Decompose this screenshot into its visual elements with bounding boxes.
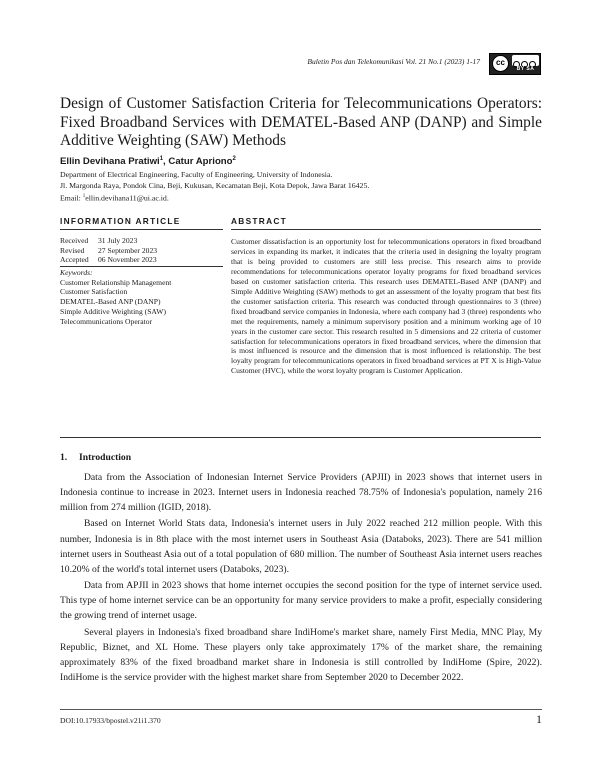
body-paragraph: Based on Internet World Stats data, Indonesia's internet users in July 2022 reached 212 million people. With this number, Indonesia is in 8th place with the most internet users in Southeast Asia (Databoks, 2023). There are 541 million internet users in Southeast Asia out of a total population of 680 million. The number of Southeast Asia internet users reaches 10.20% of the world's total internet users (Databoks, 2023).: [60, 518, 542, 575]
keyword-item: Customer Satisfaction: [60, 287, 128, 297]
abstract-text: Customer dissatisfaction is an opportunity lost for telecommunications operators in fixed broadband services in expanding its market, it indicates that the criteria used in designing the loyalty program that is being provided to customers are still less precise. This research aims to provide recommendations for telecommunications operator loyalty programs for fixed broadband services based on customer satisfaction criteria. This research uses DEMATEL-Based ANP (DANP) and Simple Additive Weighting (SAW) methods to get an assessment of the loyalty program that best fits the customer satisfaction criteria. This research was conducted through questionnaires to 3 (three) fixed broadband service companies in Indonesia, where each company had 3 (three) respondents who met the requirements, namely a minimum supervisory position and a minimum working age of 10 years in the customer care sector. This research resulted in 5 dimensions and 22 criteria of customer satisfaction for telecommunications operators in fixed broadband services, where the dimension that is most influenced is resource and the dimension that is most influenced is relationship. The best loyalty program for telecommunications operators in fixed broadband services at PT X is High-Value Customer (HVC), while the worst loyalty program is Customer Application.: [231, 237, 541, 376]
affiliation-department: Department of Electrical Engineering, Faculty of Engineering, University of Indonesia.: [60, 170, 333, 179]
info-heading-rule: [60, 229, 223, 230]
keyword-item: DEMATEL-Based ANP (DANP): [60, 297, 161, 307]
keyword-item: Customer Relationship Management: [60, 277, 172, 287]
introduction-body: [60, 470, 542, 686]
abstract-heading-rule: [231, 229, 541, 230]
received-date: Received 31 July 2023: [60, 236, 138, 245]
affiliation-block: [60, 170, 540, 204]
author-mark: 2: [232, 156, 236, 162]
accepted-date: Accepted 06 November 2023: [60, 255, 157, 265]
cc-license-badge: [489, 53, 541, 75]
author-list: [60, 156, 236, 167]
author-name: Catur Apriono: [168, 156, 233, 168]
footer-rule: [60, 709, 542, 710]
article-dates: [60, 236, 223, 265]
keywords-label: Keywords:: [60, 268, 93, 277]
page-number: 1: [536, 712, 542, 726]
affiliation-address: Jl. Margonda Raya, Pondok Cina, Beji, Kukusan, Kecamatan Beji, Kota Depok, Jawa Barat 16425.: [60, 180, 370, 190]
revised-date: Revised 27 September 2023: [60, 245, 158, 255]
body-paragraph: Data from the Association of Indonesian Internet Service Providers (APJII) in 2023 shows that internet users in Indonesia continue to increase in 2023. Internet users in Indonesia reached 78.75% of Indonesia's population, namely 216 million from 274 million (IGID, 2018).: [60, 472, 542, 514]
keyword-item: Simple Additive Weighting (SAW): [60, 306, 166, 316]
author-mark: 1: [159, 156, 164, 162]
cc-license-label: BY SA: [516, 66, 535, 72]
paper-title: Design of Customer Satisfaction Criteria for Telecommunications Operators: Fixed Broadband Services with DEMATEL-Based ANP (DANP) and Simple Additive Weighting (SAW) Methods: [60, 95, 542, 150]
body-paragraph: Data from APJII in 2023 shows that home internet occupies the second position for the type of internet service used. This type of home internet service can be an opportunity for many service providers to make a profit, especially considering the growing trend of internet usage.: [60, 580, 542, 622]
body-paragraph: Several players in Indonesia's fixed broadband share IndiHome's market share, namely First Media, MNC Play, My Republic, Biznet, and XL Home. These players only take approximately 17% of the market share, the remaining approximately 83% of the fixed broadband market share in Indonesia is still controlled by IndiHome (Spire, 2022). IndiHome is the service provider with the highest market share from September 2020 to December 2022.: [60, 626, 542, 683]
author-name: Ellin Devihana Pratiwi: [60, 156, 160, 168]
journal-citation: Buletin Pos dan Telekomunikasi Vol. 21 No.1 (2023) 1-17: [307, 57, 480, 66]
abstract-bottom-rule: [60, 437, 541, 438]
cc-by-sa-icons: [512, 55, 539, 66]
doi-link[interactable]: DOI:10.17933/bpostel.v21i1.370: [60, 716, 161, 725]
section-title: Introduction: [79, 452, 132, 463]
dates-rule: [60, 266, 223, 267]
author-separator: ,: [163, 156, 169, 168]
section-number: 1.: [60, 452, 68, 463]
keywords-block: [60, 268, 223, 326]
abstract-heading: ABSTRACT: [231, 216, 288, 226]
author-email: Email: $^1$ellin.devihana11@ui.ac.id.: [60, 193, 169, 203]
cc-logo-icon: cc: [492, 55, 509, 72]
information-article-heading: INFORMATION ARTICLE: [60, 216, 181, 226]
section-heading: [60, 452, 131, 463]
keyword-item: Telecommunications Operator: [60, 316, 153, 326]
